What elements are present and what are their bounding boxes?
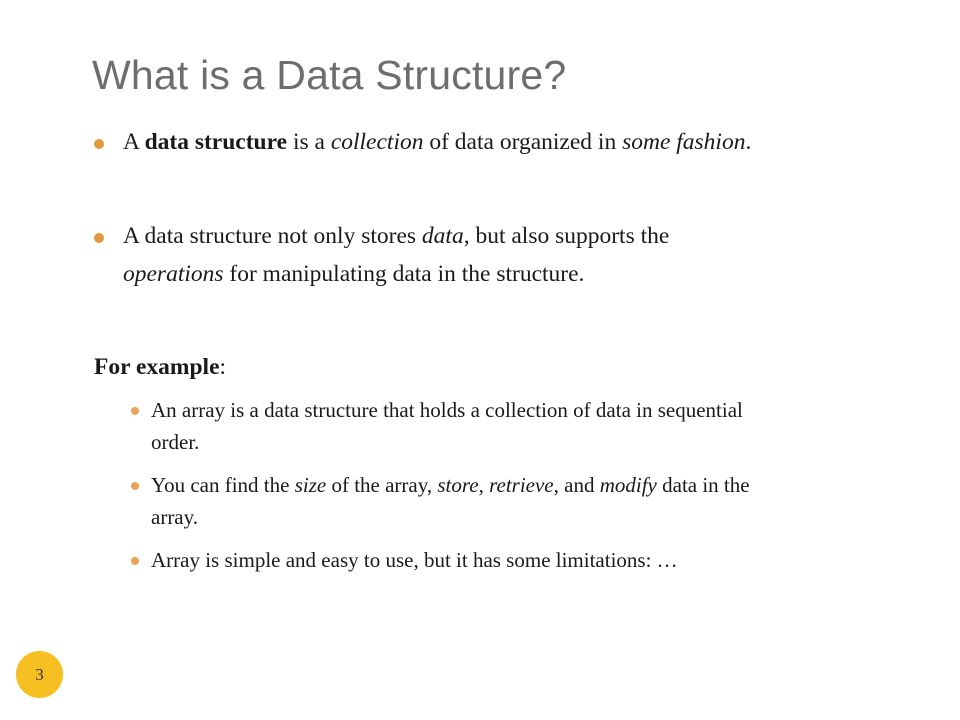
text-run: An array is a data structure that holds a collection of data in sequential xyxy=(151,398,743,422)
text-run: . xyxy=(745,129,752,155)
text-run: retrieve xyxy=(489,473,554,497)
page-number: 3 xyxy=(35,664,44,684)
text-run: , but also supports the xyxy=(463,223,670,249)
sub-bullet-1-line-2 xyxy=(151,430,199,455)
sub-bullet-icon xyxy=(131,407,139,415)
sub-bullet-2-line-2 xyxy=(151,505,198,530)
text-run: , and xyxy=(553,473,600,497)
text-run: for manipulating data in the structure. xyxy=(223,261,585,287)
text-run: is a xyxy=(287,129,331,155)
text-run: operations xyxy=(123,261,224,287)
text-run: , xyxy=(478,473,490,497)
bullet-icon xyxy=(94,139,104,149)
text-run: : xyxy=(219,354,227,380)
text-run: modify xyxy=(599,473,657,497)
bullet-1-line-1 xyxy=(123,129,751,156)
text-run: of data organized in xyxy=(423,129,623,155)
text-run: data structure xyxy=(144,129,288,155)
text-run: data xyxy=(421,223,464,249)
slide-title: What is a Data Structure? xyxy=(92,52,567,98)
text-run: of the array, xyxy=(326,473,438,497)
text-run: A data structure not only stores xyxy=(123,223,422,249)
text-run: A xyxy=(123,129,145,155)
text-run: size xyxy=(294,473,327,497)
sub-bullet-2-line-1 xyxy=(151,473,750,498)
text-run: For example xyxy=(94,354,220,380)
sub-bullet-3-line-1 xyxy=(151,548,678,573)
page-number-badge xyxy=(16,651,63,698)
text-run: array. xyxy=(151,505,199,529)
sub-bullet-1-line-1 xyxy=(151,398,743,423)
sub-bullet-icon xyxy=(131,482,139,490)
sub-bullet-icon xyxy=(131,557,139,565)
bullet-icon xyxy=(94,233,104,243)
example-heading xyxy=(94,354,226,381)
text-run: collection xyxy=(330,129,424,155)
text-run: order. xyxy=(151,430,200,454)
bullet-2-line-1 xyxy=(123,223,669,250)
text-run: store xyxy=(437,473,479,497)
text-run: You can find the xyxy=(151,473,295,497)
text-run: some fashion xyxy=(622,129,746,155)
text-run: Array is simple and easy to use, but it has some limitations: … xyxy=(151,548,678,572)
text-run: data in the xyxy=(656,473,750,497)
bullet-2-line-2 xyxy=(123,261,584,288)
